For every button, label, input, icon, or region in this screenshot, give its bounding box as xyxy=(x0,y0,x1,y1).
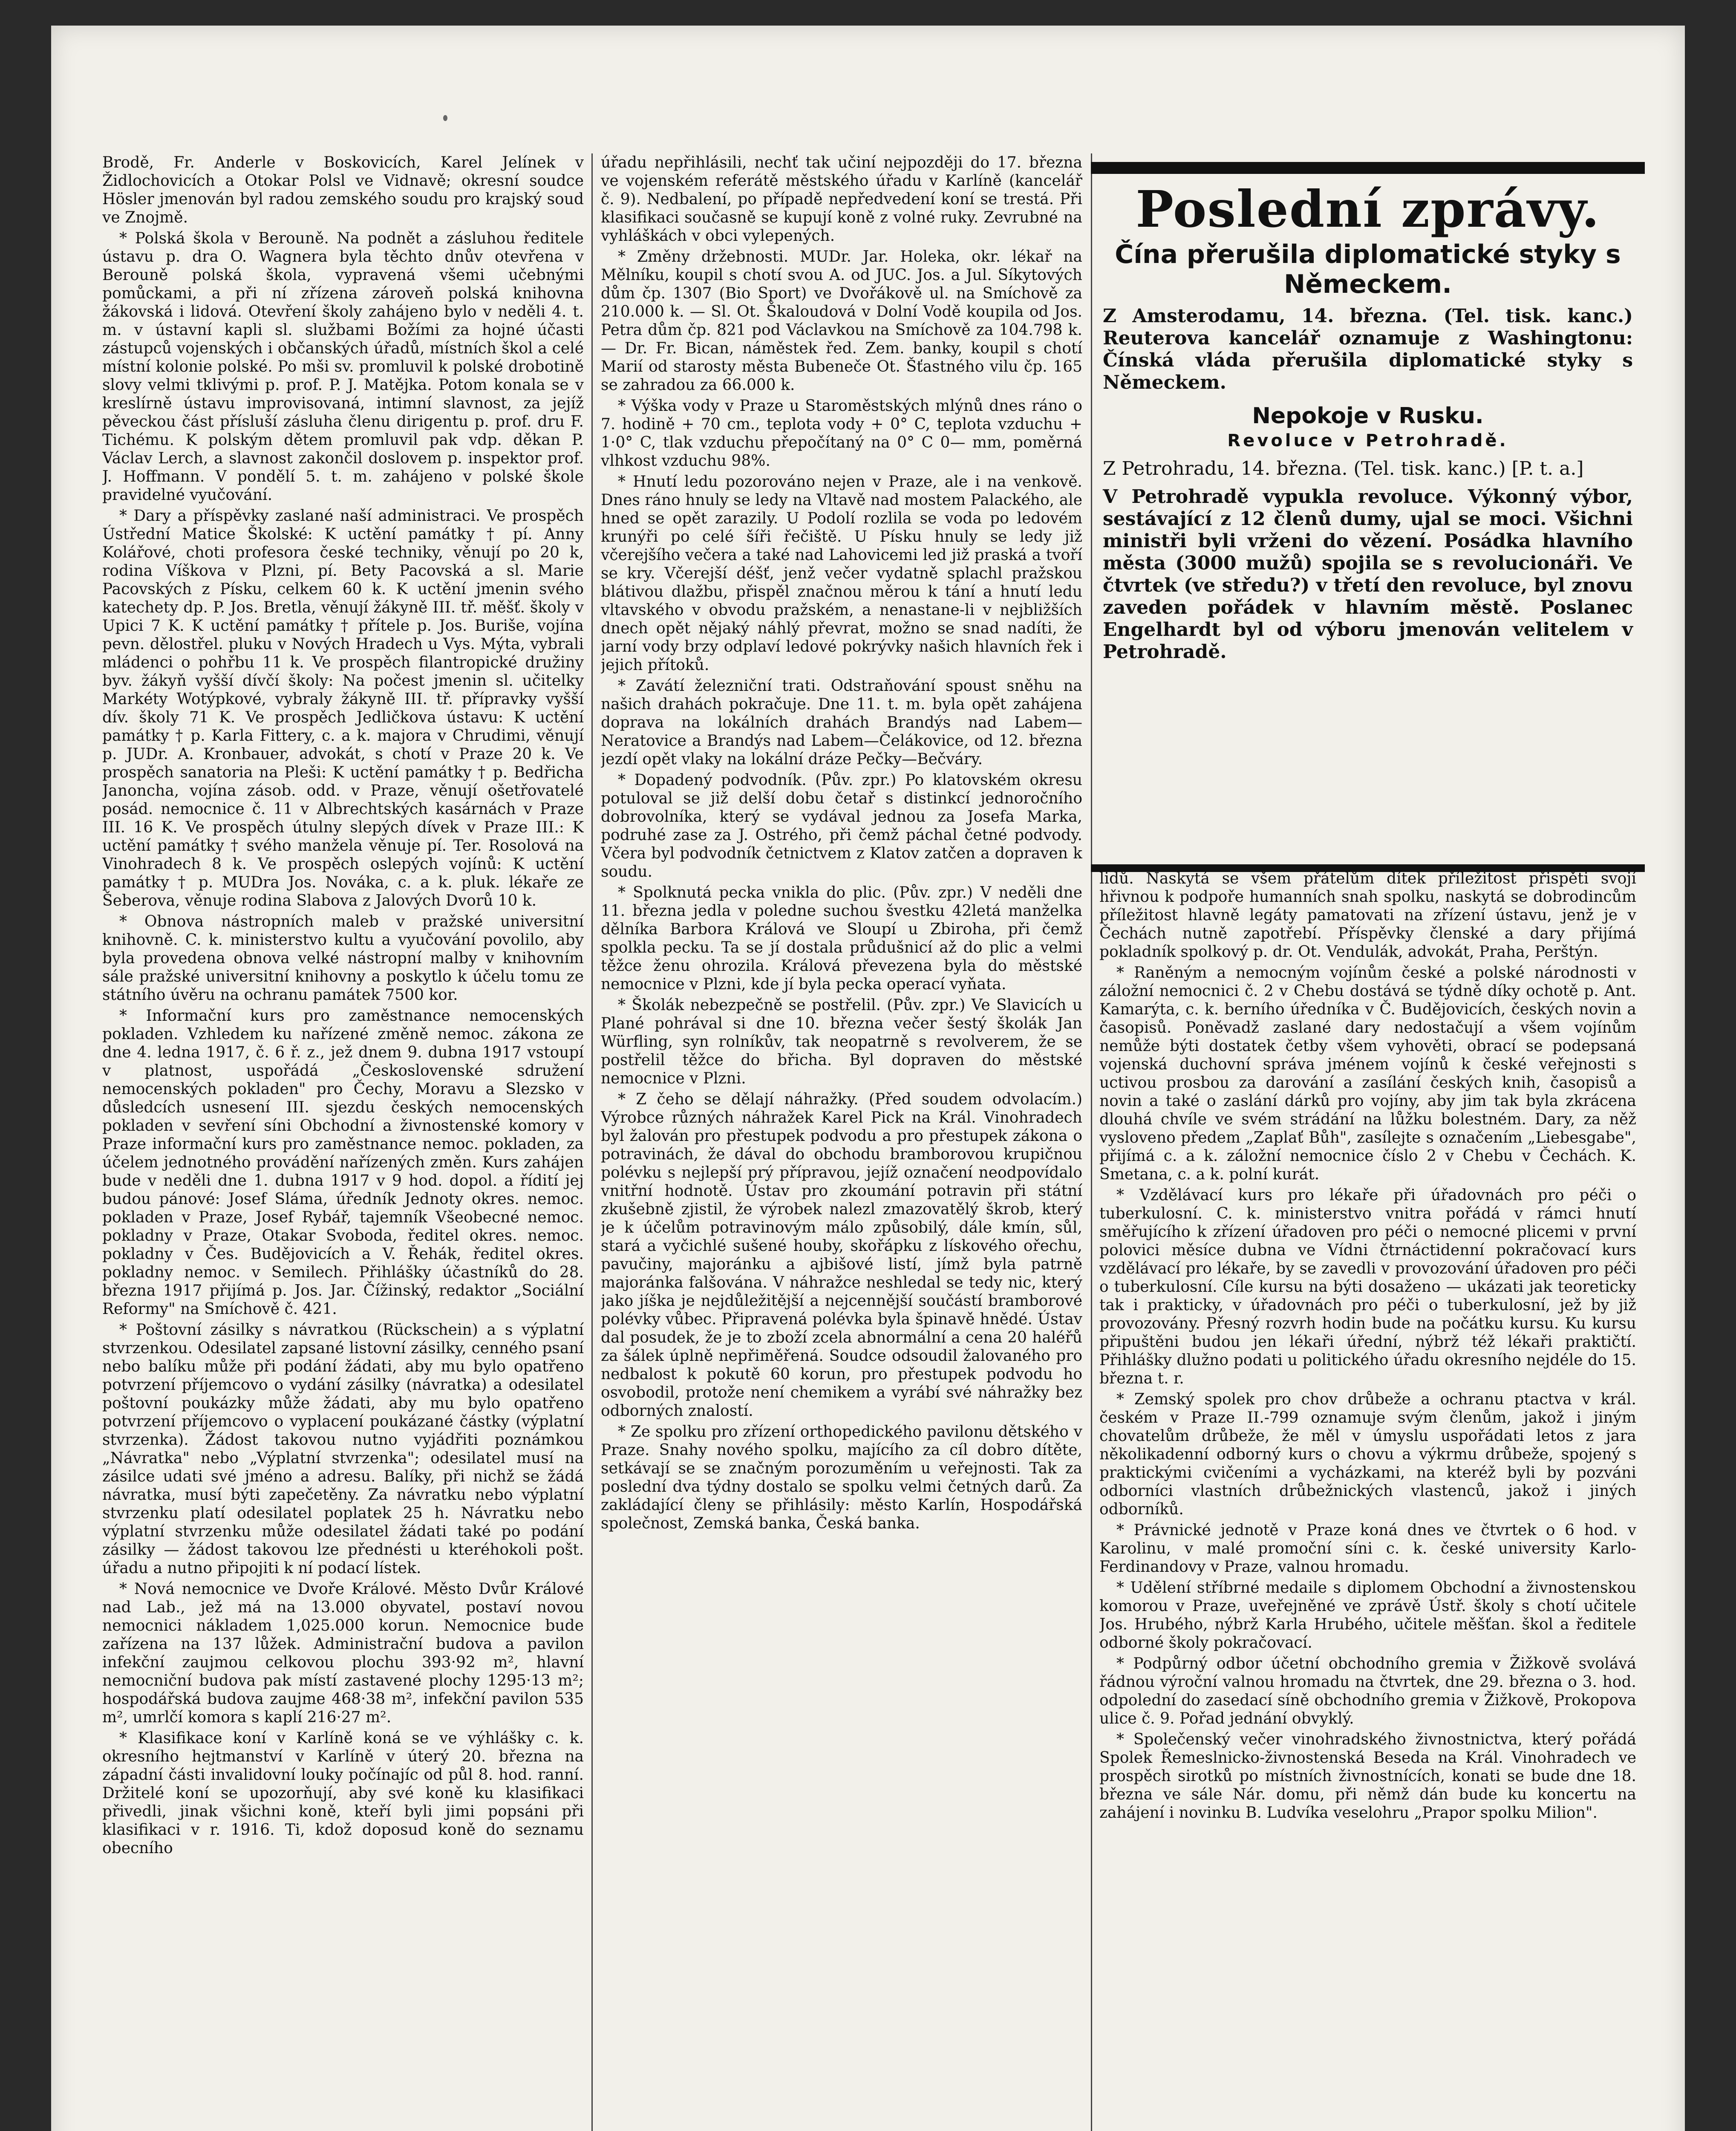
article-paragraph: * Obnova nástropních maleb v pražské universitní knihovně. C. k. ministerstvo kultu a vyučování povolilo, aby byla provedena obnova velké nástropní malby v knihovním sále pražské universitní knihovny a poskytlo k účelu tomu ze státního úvěru na ochranu památek 7500 kor. xyxy=(102,913,584,1004)
article-paragraph: * Udělení stříbrné medaile s diplomem Obchodní a živnostenskou komorou v Praze, uveřejněné ve zprávě Ústř. školy s chotí učitele Jos. Hrubého, nýbrž Karla Hrubého, učitele měšťan. škol a ředitele odborné školy pokračovací. xyxy=(1099,1579,1636,1652)
latest-news-box xyxy=(1091,162,1645,872)
china-article: Z Amsterodamu, 14. března. (Tel. tisk. kanc.) Reuterova kancelář oznamuje z Washingtonu: Čínská vláda přerušila diplomatické styky s Německem. xyxy=(1103,305,1633,393)
article-paragraph: * Informační kurs pro zaměstnance nemocenských pokladen. Vzhledem ku nařízené změně nemoc. zákona ze dne 4. ledna 1917, č. 6 ř. z., jež dnem 9. dubna 1917 vstoupí v platnost, uspořádá „Československé sdružení nemocenských pokladen" pro Čechy, Moravu a Slezsko v důsledcích usnesení III. sjezdu českých nemocenských pokladen v sevření síni Obchodní a živnostenské komory v Praze informační kurs pro zaměstnance nemoc. pokladen, za účelem jednotného provádění nařízených změn. Kurs zahájen bude v neděli dne 1. dubna 1917 v 9 hod. dopol. a řídití jej budou pánové: Josef Sláma, úředník Jednoty okres. nemoc. pokladen v Praze, Josef Rybář, tajemník Všeobecné nemoc. pokladny v Praze, Otakar Svoboda, ředitel okres. nemoc. pokladny v Čes. Budějovicích a V. Řehák, ředitel okres. pokladny nemoc. v Semilech. Přihlášky účastníků do 28. března 1917 přijímá p. Jos. Jar. Čížinský, redaktor „Sociální Reformy" na Smíchově č. 421. xyxy=(102,1007,584,1318)
article-paragraph: * Raněným a nemocným vojínům české a polské národnosti v záložní nemocnici č. 2 v Chebu dostává se týdně díky ochotě p. Ant. Kamarýta, c. k. berního úředníka v Č. Budějovicích, českých novin a časopisů. Poněvadž zaslané dary nedostačují a všem vojínům nemůže býti dostatek četby všem vyhověti, obrací se podepsaná vojenská duchovní správa jménem vojínů k české veřejnosti s uctivou prosbou za darování a zasílání českých knih, časopisů a novin a také o zaslání dárků pro vojíny, aby jim tak byla zkrácena dlouhá chvíle ve svém strádání na lůžku bolestném. Dary, za něž vysloveno předem „Zaplať Bůh", zasílejte s označením „Liebesgabe", přijímá c. a k. záložní nemocnice číslo 2 v Chebu v Čechách. K. Smetana, c. a k. polní kurát. xyxy=(1099,964,1636,1183)
article-paragraph: * Podpůrný odbor účetní obchodního gremia v Žižkově svolává řádnou výroční valnou hromadu na čtvrtek, dne 29. března o 3. hod. odpolední do zasedací síně obchodního gremia v Žižkově, Prokopova ulice č. 9. Pořad jednání obvyklý. xyxy=(1099,1655,1636,1727)
article-paragraph: * Dary a příspěvky zaslané naší administraci. Ve prospěch Ústřední Matice Školské: K uctění památky † pí. Anny Kolářové, choti profesora české techniky, věnují po 20 k, rodina Víškova v Plzni, pí. Bety Pacovská a sl. Marie Pacovských z Písku, celkem 60 k. K uctění jmenin svého katechety dp. P. Jos. Bretla, věnují žákyně III. tř. měšť. školy v Upici 7 K. K uctění památky † přítele p. Jos. Buriše, vojína pevn. dělostřel. pluku v Nových Hradech u Vys. Mýta, vybrali mládenci o pohřbu 11 k. Ve prospěch filantropické družiny byv. žákyň vyšší dívčí školy: Na počest jmenin sl. učitelky Markéty Wotýpkové, vybraly žákyně III. tř. přípravky vyšší dív. školy 71 K. Ve prospěch Jedličkova ústavu: K uctění památky † p. Karla Fittery, c. a k. majora v Chrudimi, věnují p. JUDr. A. Kronbauer, advokát, s chotí v Praze 20 k. Ve prospěch sanatoria na Pleši: K uctění památky † p. Bedřicha Janoncha, vojína zásob. odd. v Praze, věnují ošetřovatelé posád. nemocnice č. 11 v Albrechtských kasárnách v Praze III. 16 K. Ve prospěch útulny slepých dívek v Praze III.: K uctění památky † svého manžela věnuje pí. Ter. Rosolová na Vinohradech 8 k. Ve prospěch oslepých vojínů: K uctění památky † p. MUDra Jos. Nováka, c. a k. pluk. lékaře ze Šeberova, věnuje rodina Slabova z Jalových Dvorů 10 k. xyxy=(102,507,584,910)
article-paragraph: * Změny držebnosti. MUDr. Jar. Holeka, okr. lékař na Mělníku, koupil s chotí svou A. od JUC. Jos. a Jul. Síkytových dům čp. 1307 (Bio Sport) ve Dvořákově ul. na Smíchově za 210.000 k. — Sl. Ot. Škaloudová v Dolní Vodě koupila od Jos. Petra dům čp. 821 pod Václavkou na Smíchově za 104.798 k. — Dr. Fr. Bican, náměstek řed. Zem. banky, koupil s chotí Marií od starosty města Bubeneče Ot. Šťastného vilu čp. 165 se zahradou za 66.000 k. xyxy=(601,248,1082,394)
article-paragraph: * Společenský večer vinohradského živnostnictva, který pořádá Spolek Řemeslnicko-živnostenská Beseda na Král. Vinohradech ve prospěch sirotků po místních živnostnících, konati se bude dne 18. března ve sále Nár. domu, při němž dán bude ku koncertu na zahájení i novinku B. Ludvíka veselohru „Prapor spolku Milion". xyxy=(1099,1731,1636,1822)
article-paragraph: * Ze spolku pro zřízení orthopedického pavilonu dětského v Praze. Snahy nového spolku, majícího za cíl dobro dítěte, setkávají se se značným porozuměním u veřejnosti. Tak za poslední dva týdny dostalo se spolku velmi četných darů. Za zakládající členy se přihlásily: město Karlín, Hospodářská společnost, Zemská banka, Česká banka. xyxy=(601,1423,1082,1532)
article-paragraph: * Nová nemocnice ve Dvoře Králové. Město Dvůr Králové nad Lab., jež má na 13.000 obyvatel, postaví novou nemocnici nákladem 1,025.000 korun. Nemocnice bude zařízena na 137 lůžek. Administrační budova a pavilon infekční zaujmou celkovou plochu 393·92 m², hlavní nemocniční budova pak místí zastavené plochy 1295·13 m²; hospodářská budova zaujme 468·38 m², infekční pavilon 535 m², umrlčí komora s kaplí 216·27 m². xyxy=(102,1580,584,1726)
column-1 xyxy=(102,153,584,2131)
article-paragraph: * Právnické jednotě v Praze koná dnes ve čtvrtek o 6 hod. v Karolinu, v malé promoční síni c. k. české university Karlo-Ferdinandovy v Praze, valnou hromadu. xyxy=(1099,1522,1636,1576)
column-divider xyxy=(591,153,593,2131)
article-paragraph: * Dopadený podvodník. (Pův. zpr.) Po klatovském okresu potuloval se již delší dobu četař s distinkcí jednoročního dobrovolníka, který se vydával jednou za Josefa Marka, podruhé zase za J. Ostrého, při čemž páchal četné podvody. Včera byl podvodník četnictvem z Klatov zatčen a dopraven k soudu. xyxy=(601,771,1082,881)
column-2 xyxy=(601,153,1082,2131)
article-paragraph: * Zemský spolek pro chov drůbeže a ochranu ptactva v král. českém v Praze II.-799 oznamuje svým členům, jakož i jiným chovatelům drůbeže, že měl v úmyslu uspořádati letos z jara několikadenní odborný kurs o chovu a výkrmu drůbeže, spojený s praktickými cvičeními a vycházkami, na kteréž byli by pozváni odborníci vlastních drůbežnických vlastenců, jakož i jiných odborníků. xyxy=(1099,1391,1636,1518)
article-paragraph: úřadu nepřihlásili, nechť tak učiní nejpozději do 17. března ve vojenském referátě městského úřadu v Karlíně (kancelář č. 9). Nedbalení, po případě nepředvedení koní se trestá. Při klasifikaci současně se kupují koně z volné ruky. Zevrubné na vyhláškách v obci vylepených. xyxy=(601,154,1082,245)
russia-headline: Nepokoje v Rusku. xyxy=(1252,403,1484,429)
article-paragraph: * Poštovní zásilky s návratkou (Rückschein) a s výplatní stvrzenkou. Odesilatel zapsané listovní zásilky, cenného psaní nebo balíku může při podání žádati, aby mu bylo opatřeno potvrzení příjemcovo o vydání zásilky (návratka) a odesilatel poštovní poukázky může žádati, aby mu bylo opatřeno potvrzení příjemcovo o vyplacení poukázané částky (výplatní stvrzenka). Žádost takovou nutno vyjádřiti poznámkou „Návratka" nebo „Výplatní stvrzenka"; odesilatel musí na zásilce udati své jméno a adresu. Balíky, při nichž se žádá návratka, musí býti zapečetěny. Za návratku nebo výplatní stvrzenku platí odesilatel poplatek 25 h. Návratku nebo výplatní stvrzenku může odesilatel žádati také po podání zásilky — žádost takovou lze přednésti u kteréhokoli pošt. úřadu a nutno připojiti k ní podací lístek. xyxy=(102,1321,584,1577)
article-paragraph: * Vzdělávací kurs pro lékaře při úřadovnách pro péči o tuberkulosní. C. k. ministerstvo vnitra pořádá v rámci hnutí směřujícího k zřízení úřadoven pro péči o nemocné plicemi v první polovici měsíce dubna ve Vídni čtrnáctidenní pokračovací kurs vzdělávací pro lékaře, by se zavedli v provozování úřadoven pro péči o tuberkulosní. Cíle kursu na býti dosaženo — ukázati jak teoreticky tak i prakticky, v úřadovnách pro péči o tuberkulosní, jež by již provozovány. Přesný rozvrh hodin bude na počátku kursu. Ku kursu připuštěni budou jen lékaři úřední, nýbrž též lékaři praktičtí. Přihlášky dlužno podati u politického úřadu okresního nejdéle do 15. března t. r. xyxy=(1099,1187,1636,1387)
article-paragraph: * Zavátí železniční trati. Odstraňování spoust sněhu na našich drahách pokračuje. Dne 11. t. m. byla opět zahájena doprava na lokálních drahách Brandýs nad Labem—Neratovice a Brandýs nad Labem—Čelákovice, od 12. března jezdí opět vlaky na lokální dráze Pečky—Bečváry. xyxy=(601,677,1082,768)
article-paragraph: * Z čeho se dělají náhražky. (Před soudem odvolacím.) Výrobce různých náhražek Karel Pick na Král. Vinohradech byl žalován pro přestupek podvodu a pro přestupek zákona o potravinách, že dával do obchodu bramborovou krupičnou polévku s nejlepší prý přípravou, jejíž označení neodpovídalo vnitřní hodnotě. Ústav pro zkoumání potravin při státní zkušebně zjistil, že výrobek nalezl zmazovatělý škrob, který je k účelům potravinovým málo způsobilý, dále kmín, sůl, stará a vyčichlé sušené houby, skořápku z lískového ořechu, pavučiny, majoránku a ajbišové listí, jímž byla patrně majoránka falšována. V náhražce neshledal se tedy nic, který jako jíška je nejdůležitější a nejcennější součástí bramborové polévky vůbec. Připravená polévka byla špinavě hnědé. Ústav dal posudek, že je to zboží zcela abnormální a cena 20 haléřů za šálek úplně nepřiměřená. Soudce odsoudil žalovaného pro nedbalost k pokutě 60 korun, pro přestupek podvodu ho osvobodil, protože není chemikem a vyrábí své náhražky bez odborných znalostí. xyxy=(601,1091,1082,1420)
article-paragraph: lidů. Naskytá se všem přátelům dítek příležitost přispěti svojí hřivnou k podpoře humanních snah spolku, naskytá se dobrodincům příležitost hlavně legáty pamatovati na zřízení ústavu, jenž je v Čechách nutně zapotřebí. Příspěvky členské a dary přijímá pokladník spolkový p. dr. Ot. Vendulák, advokát, Praha, Perštýn. xyxy=(1099,870,1636,961)
latest-news-headline: Poslední zprávy. xyxy=(1136,179,1600,239)
column-3 xyxy=(1099,869,1636,2131)
china-headline: Čína přerušila diplomatické styky s Německem. xyxy=(1115,240,1621,299)
article-paragraph: * Spolknutá pecka vnikla do plic. (Pův. zpr.) V neděli dne 11. března jedla v poledne suchou švestku 42letá manželka dělníka Barbora Králová ve Sloupí u Zbiroha, při čemž spolkla pecku. Ta se jí dostala průdušnicí až do plic a velmi těžce ženu ohrozila. Králová převezena byla do městské nemocnice v Plzni, kde jí byla pecka operací vyňata. xyxy=(601,884,1082,993)
petrograd-dateline: Z Petrohradu, 14. března. (Tel. tisk. kanc.) [P. t. a.] xyxy=(1103,458,1584,479)
page-speck xyxy=(443,115,447,121)
article-paragraph: * Školák nebezpečně se postřelil. (Pův. zpr.) Ve Slavicích u Plané pohrával si dne 10. března večer šestý školák Jan Würfling, syn rolníkův, tak neopatrně s revolverem, že se postřelil těžce do břicha. Byl dopraven do městské nemocnice v Plzni. xyxy=(601,996,1082,1087)
article-paragraph: Brodě, Fr. Anderle v Boskovicích, Karel Jelínek v Židlochovicích a Otokar Polsl ve Vidnavě; okresní soudce Hösler jmenován byl radou zemského soudu pro krajský soud ve Znojmě. xyxy=(102,154,584,226)
article-paragraph: * Hnutí ledu pozorováno nejen v Praze, ale i na venkově. Dnes ráno hnuly se ledy na Vltavě nad mostem Palackého, ale hned se opět zarazily. U Podolí rozlila se voda po ledovém krunýři po celé šíři řečiště. U Písku hnuly se ledy již včerejšího večera a také nad Lahovicemi led již praská a tvoří se kry. Včerejší déšť, jenž večer vydatně splachl pražskou blátivou dlažbu, přispěl značnou měrou k tání a hnutí ledu vltavského v obvodu pražském, a nenastane-li v nejbližších dnech opět nějaký náhlý převrat, možno se snad nadíti, že jarní vody brzy odplaví ledové pokrývky našich hlavních řek i jejich přítoků. xyxy=(601,473,1082,674)
petrograd-article: V Petrohradě vypukla revoluce. Výkonný výbor, sestávající z 12 členů dumy, ujal se moci. Všichni ministři byli vrženi do vězení. Posádka hlavního města (3000 mužů) spojila se s revolucionáři. Ve čtvrtek (ve středu?) v třetí den revoluce, byl znovu zaveden pořádek v hlavním městě. Poslanec Engelhardt byl od výboru jmenován velitelem v Petrohradě. xyxy=(1103,486,1633,663)
article-paragraph: * Výška vody v Praze u Staroměstských mlýnů dnes ráno o 7. hodině + 70 cm., teplota vody + 0° C, teplota vzduchu + 1·0° C, tlak vzduchu přepočítaný na 0° C 0— mm, poměrná vlhkost vzduchu 98%. xyxy=(601,397,1082,470)
revolution-subheadline: Revoluce v Petrohradě. xyxy=(1227,431,1508,450)
newspaper-page xyxy=(51,26,1685,2131)
article-paragraph: * Polská škola v Berouně. Na podnět a zásluhou ředitele ústavu p. dra O. Wagnera byla těchto dnův otevřena v Berouně polská škola, vypravená všemi učebnými pomůckami, a při ní zřízena zároveň polská knihovna žákovská i lidová. Otevření školy zahájeno bylo v neděli 4. t. m. v ústavní kapli sl. službami Božími za hojné účasti zástupců vojenských i občanských úřadů, místních škol a celé místní kolonie polské. Po mši sv. promluvil k polské drobotině slovy velmi tklivými p. prof. P. J. Matějka. Potom konala se v kreslírně ústavu improvisovaná, intimní slavnost, za jejíž pěveckou část přísluší zásluha členu dirigentu p. prof. dru F. Tichému. K polským dětem promluvil pak vdp. děkan P. Václav Lerch, a slavnost zakončil doslovem p. inspektor prof. J. Hoffmann. V pondělí 5. t. m. zahájeno v polské škole pravidelné vyučování. xyxy=(102,230,584,504)
article-paragraph: * Klasifikace koní v Karlíně koná se ve výhlášky c. k. okresního hejtmanství v Karlíně v úterý 20. března na západní části invalidovní louky počínajíc od půl 8. hod. ranní. Držitelé koní se upozorňují, aby své koně ku klasifikaci přivedli, jinak všichni koně, kteří byli jimi popsáni při klasifikaci v r. 1916. Ti, kdož doposud koně do seznamu obecního xyxy=(102,1730,584,1857)
